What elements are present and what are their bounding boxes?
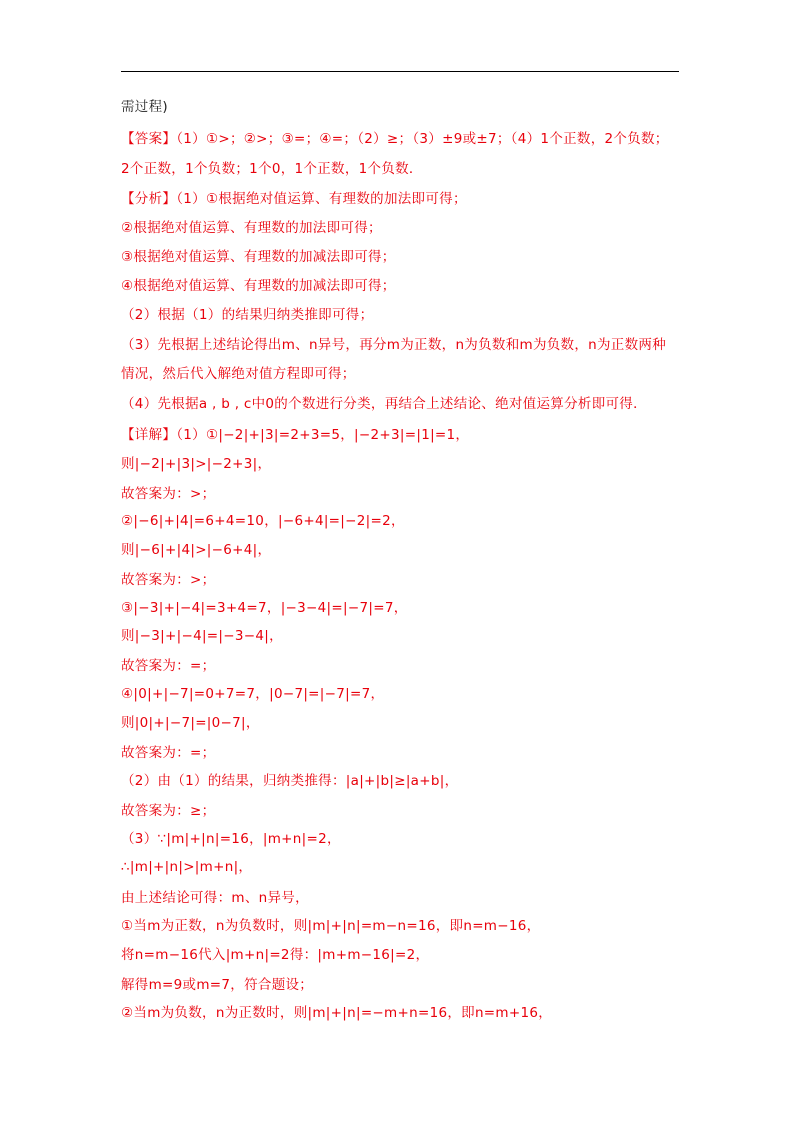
header-rule: [121, 71, 679, 72]
line-20: ④|0|+|−7|=0+7=7，|0−7|=|−7|=7，: [121, 686, 385, 702]
line-10: （4）先根据a , b , c中0的个数进行分类，再结合上述结论、绝对值运算分析即可得．: [121, 396, 647, 412]
line-9: 情况，然后代入解绝对值方程即可得；: [121, 366, 356, 382]
line-18: 则|−3|+|−4|=|−3−4|，: [121, 628, 283, 644]
line-7: （2）根据（1）的结果归纳类推即可得；: [121, 307, 374, 323]
line-17: ③|−3|+|−4|=3+4=7，|−3−4|=|−7|=7，: [121, 600, 408, 616]
answer-heading: 【答案】（1）①>；②>；③=；④=；（2）≥；（3）±9或±7；（4）1个正数，2个负数；: [121, 131, 669, 147]
line-22: 故答案为：=；: [121, 745, 216, 761]
line-12: 则|−2|+|3|>|−2+3|，: [121, 456, 272, 472]
analysis-heading: 【分析】（1）①根据绝对值运算、有理数的加法即可得；: [121, 191, 467, 207]
line-26: ∴|m|+|n|>|m+n|，: [121, 859, 253, 875]
line-23: （2）由（1）的结果，归纳类推得：|a|+|b|≥|a+b|，: [121, 773, 459, 789]
line-24: 故答案为：≥；: [121, 803, 216, 819]
line-4: ②根据绝对值运算、有理数的加法即可得；: [121, 220, 382, 236]
line-19: 故答案为：=；: [121, 658, 216, 674]
line-8: （3）先根据上述结论得出m、n异号，再分m为正数，n为负数和m为负数，n为正数两种: [121, 337, 667, 353]
line-25: （3）∵|m|+|n|=16，|m+n|=2，: [121, 831, 341, 847]
line-2: 2个正数，1个负数；1个0，1个正数，1个负数．: [121, 161, 423, 177]
line-21: 则|0|+|−7|=|0−7|，: [121, 715, 260, 731]
line-16: 故答案为：>；: [121, 572, 216, 588]
line-13: 故答案为：>；: [121, 486, 216, 502]
line-29: 将n=m−16代入|m+n|=2得：|m+m−16|=2，: [121, 947, 430, 963]
line-5: ③根据绝对值运算、有理数的加减法即可得；: [121, 249, 396, 265]
line-14: ②|−6|+|4|=6+4=10，|−6+4|=|−2|=2，: [121, 513, 405, 529]
line-27: 由上述结论可得：m、n异号，: [121, 890, 309, 906]
detail-heading: 【详解】（1）①|−2|+|3|=2+3=5，|−2+3|=|1|=1，: [121, 427, 470, 443]
line-30: 解得m=9或m=7，符合题设；: [121, 977, 314, 993]
line-15: 则|−6|+|4|>|−6+4|，: [121, 542, 272, 558]
line-28: ①当m为正数，n为负数时，则|m|+|n|=m−n=16，即n=m−16，: [121, 918, 541, 934]
line-6: ④根据绝对值运算、有理数的加减法即可得；: [121, 278, 396, 294]
line-31: ②当m为负数，n为正数时，则|m|+|n|=−m+n=16，即n=m+16，: [121, 1005, 553, 1021]
line-0: 需过程): [121, 99, 168, 115]
